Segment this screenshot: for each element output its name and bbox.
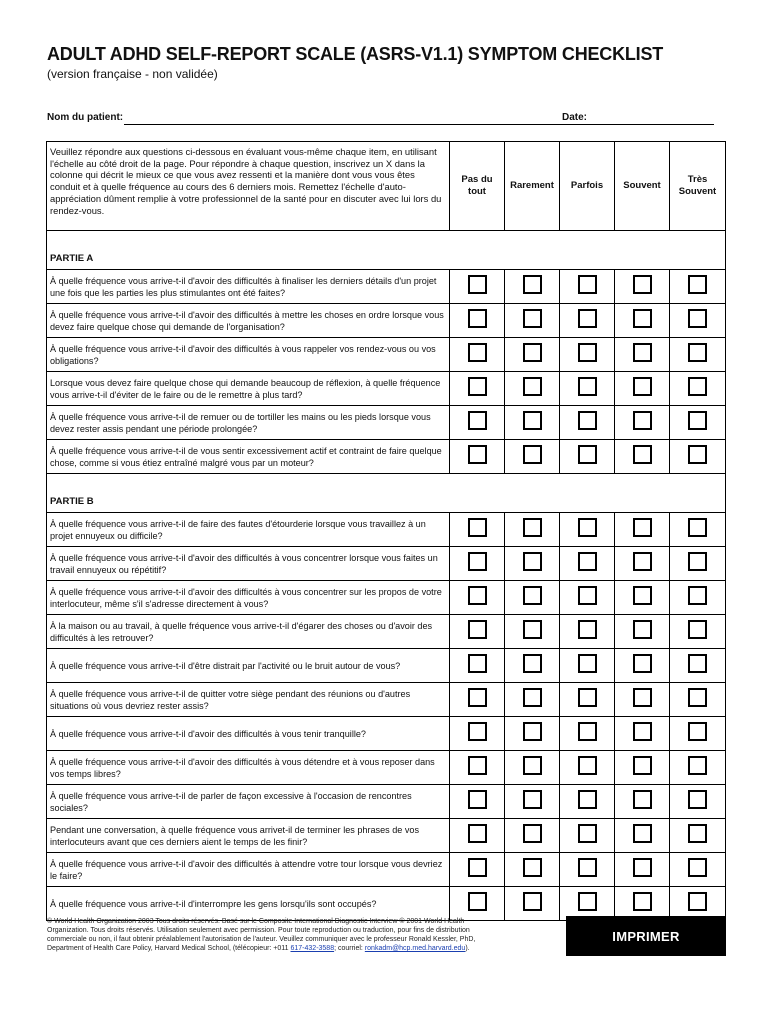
answer-cell: [450, 717, 505, 751]
date-label: Date:: [562, 112, 588, 123]
instructions: Veuillez répondre aux questions ci-dessous en évaluant vous-même chaque item, en utilisant l'échelle au côté droit de la page. Pour répondre à chaque question, inscrivez un X dans la colonne qui décrit le mieux ce que vous avez ressenti et la manière dont vous vous êtes conduit et à quelle fréquence au cours des 6 derniers mois. Remettez l'échelle d'auto- appréciation dûment remplie à votre professionnel de la santé pour en discuter avec lui lors du rendez-vous.: [47, 142, 450, 231]
answer-checkbox[interactable]: [688, 892, 707, 911]
answer-cell: [560, 270, 615, 304]
answer-cell: [560, 581, 615, 615]
answer-cell: [615, 440, 670, 474]
answer-checkbox[interactable]: [688, 756, 707, 775]
answer-checkbox[interactable]: [468, 892, 487, 911]
answer-cell: [615, 785, 670, 819]
column-header-tres-souvent: [670, 142, 726, 231]
answer-cell: [615, 853, 670, 887]
page-title: ADULT ADHD SELF-REPORT SCALE (ASRS-V1.1) SYMPTOM CHECKLIST: [47, 44, 664, 64]
question-row: [47, 683, 726, 717]
answer-cell: [615, 751, 670, 785]
answer-checkbox[interactable]: [468, 722, 487, 741]
answer-checkbox[interactable]: [523, 309, 542, 328]
question-text: À la maison ou au travail, à quelle fréquence vous arrive-t-il d'égarer des choses ou d'avoir des difficultés à les retrouver?: [47, 615, 450, 649]
answer-checkbox[interactable]: [523, 892, 542, 911]
question-text: À quelle fréquence vous arrive-t-il de quitter votre siège pendant des réunions ou d'autres situations où vous devriez rester assis?: [47, 683, 450, 717]
answer-cell: [505, 372, 560, 406]
answer-checkbox[interactable]: [688, 586, 707, 605]
answer-checkbox[interactable]: [688, 654, 707, 673]
date-field[interactable]: [592, 124, 714, 125]
answer-cell: [450, 819, 505, 853]
answer-checkbox[interactable]: [468, 377, 487, 396]
answer-cell: [615, 819, 670, 853]
column-header-line: Pas du: [461, 174, 493, 185]
answer-cell: [505, 683, 560, 717]
answer-checkbox[interactable]: [578, 824, 597, 843]
answer-cell: [560, 717, 615, 751]
answer-cell: [560, 751, 615, 785]
answer-checkbox[interactable]: [633, 518, 652, 537]
answer-cell: [670, 785, 726, 819]
answer-checkbox[interactable]: [578, 377, 597, 396]
answer-cell: [560, 819, 615, 853]
answer-cell: [505, 717, 560, 751]
answer-cell: [505, 819, 560, 853]
answer-cell: [615, 717, 670, 751]
answer-checkbox[interactable]: [578, 309, 597, 328]
answer-cell: [670, 615, 726, 649]
symptom-checklist-table: [46, 141, 726, 921]
question-row: [47, 406, 726, 440]
answer-cell: [670, 440, 726, 474]
answer-checkbox[interactable]: [468, 586, 487, 605]
answer-cell: [560, 547, 615, 581]
answer-cell: [450, 513, 505, 547]
answer-checkbox[interactable]: [688, 445, 707, 464]
answer-cell: [505, 547, 560, 581]
column-header-rarement: Rarement: [505, 142, 560, 231]
answer-checkbox[interactable]: [578, 858, 597, 877]
answer-cell: [450, 338, 505, 372]
column-header-line: tout: [468, 186, 486, 197]
answer-cell: [670, 683, 726, 717]
answer-cell: [615, 513, 670, 547]
column-header-parfois: Parfois: [560, 142, 615, 231]
answer-checkbox[interactable]: [578, 445, 597, 464]
patient-name-field[interactable]: [124, 124, 594, 125]
answer-cell: [615, 649, 670, 683]
question-row: [47, 819, 726, 853]
answer-checkbox[interactable]: [523, 445, 542, 464]
answer-cell: [505, 304, 560, 338]
answer-checkbox[interactable]: [468, 275, 487, 294]
question-row: [47, 615, 726, 649]
answer-checkbox[interactable]: [578, 411, 597, 430]
answer-cell: [560, 440, 615, 474]
answer-cell: [615, 270, 670, 304]
answer-cell: [670, 304, 726, 338]
answer-cell: [560, 649, 615, 683]
answer-cell: [505, 581, 560, 615]
question-row: [47, 853, 726, 887]
section-label: PARTIE A: [47, 231, 726, 270]
answer-cell: [670, 649, 726, 683]
question-row: [47, 717, 726, 751]
answer-cell: [615, 372, 670, 406]
column-header-line: Très: [687, 174, 708, 185]
answer-checkbox[interactable]: [688, 309, 707, 328]
answer-cell: [670, 547, 726, 581]
answer-cell: [615, 547, 670, 581]
answer-cell: [505, 270, 560, 304]
answer-checkbox[interactable]: [523, 275, 542, 294]
answer-checkbox[interactable]: [578, 654, 597, 673]
answer-cell: [560, 683, 615, 717]
question-row: [47, 338, 726, 372]
question-text: À quelle fréquence vous arrive-t-il d'avoir des difficultés à vous rappeler vos rendez-vous ou vos obligations?: [47, 338, 450, 372]
answer-cell: [450, 440, 505, 474]
answer-cell: [450, 785, 505, 819]
answer-checkbox[interactable]: [688, 790, 707, 809]
footer-text: ; courriel:: [334, 945, 365, 952]
answer-checkbox[interactable]: [633, 586, 652, 605]
answer-cell: [670, 717, 726, 751]
answer-checkbox[interactable]: [468, 411, 487, 430]
answer-checkbox[interactable]: [688, 552, 707, 571]
footer-text: ).: [465, 945, 470, 952]
answer-checkbox[interactable]: [633, 688, 652, 707]
page-subtitle: (version française - non validée): [47, 67, 218, 81]
answer-cell: [505, 440, 560, 474]
answer-checkbox[interactable]: [468, 858, 487, 877]
answer-checkbox[interactable]: [578, 552, 597, 571]
answer-checkbox[interactable]: [633, 309, 652, 328]
answer-checkbox[interactable]: [468, 824, 487, 843]
answer-cell: [670, 513, 726, 547]
answer-cell: [450, 615, 505, 649]
question-text: À quelle fréquence vous arrive-t-il d'avoir des difficultés à vous détendre et à vous reposer dans vos temps libres?: [47, 751, 450, 785]
answer-cell: [505, 785, 560, 819]
answer-cell: [450, 547, 505, 581]
answer-checkbox[interactable]: [688, 722, 707, 741]
answer-cell: [560, 372, 615, 406]
answer-cell: [670, 372, 726, 406]
answer-checkbox[interactable]: [633, 892, 652, 911]
answer-checkbox[interactable]: [468, 518, 487, 537]
question-row: [47, 440, 726, 474]
answer-cell: [560, 513, 615, 547]
column-header-line: Souvent: [678, 186, 717, 197]
answer-cell: [560, 406, 615, 440]
answer-checkbox[interactable]: [578, 688, 597, 707]
answer-checkbox[interactable]: [523, 518, 542, 537]
answer-cell: [560, 853, 615, 887]
question-row: [47, 513, 726, 547]
answer-cell: [450, 683, 505, 717]
answer-cell: [560, 615, 615, 649]
section-label: PARTIE B: [47, 474, 726, 513]
question-row: [47, 547, 726, 581]
answer-checkbox[interactable]: [468, 688, 487, 707]
answer-cell: [505, 513, 560, 547]
answer-checkbox[interactable]: [688, 411, 707, 430]
answer-checkbox[interactable]: [523, 620, 542, 639]
answer-checkbox[interactable]: [688, 620, 707, 639]
answer-checkbox[interactable]: [468, 756, 487, 775]
question-text: À quelle fréquence vous arrive-t-il d'être distrait par l'activité ou le bruit autour de vous?: [47, 649, 450, 683]
answer-checkbox[interactable]: [468, 343, 487, 362]
answer-cell: [450, 887, 505, 921]
fax-link[interactable]: 617-432-3588: [290, 945, 335, 952]
answer-checkbox[interactable]: [578, 518, 597, 537]
question-text: À quelle fréquence vous arrive-t-il de parler de façon excessive à l'occasion de rencontres sociales?: [47, 785, 450, 819]
question-row: [47, 785, 726, 819]
answer-checkbox[interactable]: [688, 343, 707, 362]
question-row: [47, 304, 726, 338]
answer-checkbox[interactable]: [578, 343, 597, 362]
answer-checkbox[interactable]: [523, 377, 542, 396]
answer-checkbox[interactable]: [578, 892, 597, 911]
question-text: À quelle fréquence vous arrive-t-il d'avoir des difficultés à vous concentrer lorsque vous faites un travail ennuyeux ou répétitif?: [47, 547, 450, 581]
column-header-pas-du-tout: [450, 142, 505, 231]
answer-cell: [615, 406, 670, 440]
answer-checkbox[interactable]: [633, 824, 652, 843]
answer-checkbox[interactable]: [688, 377, 707, 396]
question-text: À quelle fréquence vous arrive-t-il d'avoir des difficultés à finaliser les derniers détails d'un projet une fois que les parties les plus stimulantes ont été faites?: [47, 270, 450, 304]
answer-checkbox[interactable]: [633, 275, 652, 294]
answer-cell: [450, 372, 505, 406]
answer-cell: [505, 406, 560, 440]
answer-checkbox[interactable]: [578, 756, 597, 775]
answer-checkbox[interactable]: [578, 275, 597, 294]
footer-text: © World Health Organization 2003 Tous droits réservés. Basé sur le Composite International Diagnostic Interview © 2001 World Health Organization. Tous droits réservés. Utilisation seulement avec permission. Pour toute reproduction ou traduction, pour fins de distribution commerciale ou non, il faut obtenir préalablement l'autorisation de l'auteur. Veuillez communiquer avec le professeur Ronald Kessler, PhD, Department of Health Care Policy, Harvard Medical School, (télécopieur: +011: [47, 918, 476, 952]
answer-checkbox[interactable]: [523, 688, 542, 707]
answer-checkbox[interactable]: [468, 790, 487, 809]
answer-cell: [450, 406, 505, 440]
answer-checkbox[interactable]: [468, 654, 487, 673]
answer-checkbox[interactable]: [523, 790, 542, 809]
answer-checkbox[interactable]: [688, 824, 707, 843]
question-row: [47, 649, 726, 683]
answer-checkbox[interactable]: [633, 552, 652, 571]
question-text: À quelle fréquence vous arrive-t-il de remuer ou de tortiller les mains ou les pieds lorsque vous devez rester assis pendant une période prolongée?: [47, 406, 450, 440]
section-row: [47, 231, 726, 270]
answer-checkbox[interactable]: [633, 790, 652, 809]
answer-checkbox[interactable]: [633, 343, 652, 362]
section-row: [47, 474, 726, 513]
answer-cell: [615, 615, 670, 649]
answer-cell: [560, 304, 615, 338]
answer-cell: [670, 819, 726, 853]
question-text: À quelle fréquence vous arrive-t-il d'avoir des difficultés à mettre les choses en ordre lorsque vous devez faire quelque chose qui demande de l'organisation?: [47, 304, 450, 338]
answer-cell: [450, 751, 505, 785]
answer-checkbox[interactable]: [633, 445, 652, 464]
answer-cell: [505, 751, 560, 785]
answer-cell: [670, 338, 726, 372]
answer-cell: [615, 683, 670, 717]
answer-checkbox[interactable]: [633, 756, 652, 775]
question-row: [47, 751, 726, 785]
answer-checkbox[interactable]: [633, 858, 652, 877]
answer-checkbox[interactable]: [688, 275, 707, 294]
answer-checkbox[interactable]: [468, 309, 487, 328]
answer-checkbox[interactable]: [523, 722, 542, 741]
answer-cell: [505, 887, 560, 921]
answer-checkbox[interactable]: [523, 756, 542, 775]
answer-checkbox[interactable]: [578, 620, 597, 639]
answer-cell: [670, 406, 726, 440]
column-header-souvent: Souvent: [615, 142, 670, 231]
question-text: À quelle fréquence vous arrive-t-il de vous sentir excessivement actif et contraint de faire quelque chose, comme si vous étiez entraîné malgré vous par un moteur?: [47, 440, 450, 474]
answer-cell: [670, 270, 726, 304]
question-row: [47, 372, 726, 406]
answer-cell: [615, 304, 670, 338]
answer-checkbox[interactable]: [633, 620, 652, 639]
answer-checkbox[interactable]: [523, 552, 542, 571]
answer-cell: [505, 338, 560, 372]
answer-checkbox[interactable]: [523, 586, 542, 605]
question-text: Pendant une conversation, à quelle fréquence vous arrivet-il de terminer les phrases de vos interlocuteurs avant que ces derniers aient le temps de les finir?: [47, 819, 450, 853]
answer-cell: [615, 338, 670, 372]
answer-checkbox[interactable]: [523, 411, 542, 430]
answer-checkbox[interactable]: [523, 654, 542, 673]
answer-checkbox[interactable]: [523, 824, 542, 843]
answer-checkbox[interactable]: [468, 620, 487, 639]
answer-cell: [505, 649, 560, 683]
answer-checkbox[interactable]: [468, 445, 487, 464]
question-text: À quelle fréquence vous arrive-t-il d'interrompre les gens lorsqu'ils sont occupés?: [47, 887, 450, 921]
answer-checkbox[interactable]: [688, 518, 707, 537]
answer-checkbox[interactable]: [523, 343, 542, 362]
answer-cell: [505, 615, 560, 649]
answer-cell: [670, 751, 726, 785]
answer-checkbox[interactable]: [578, 722, 597, 741]
print-button[interactable]: IMPRIMER: [566, 916, 726, 956]
answer-checkbox[interactable]: [688, 688, 707, 707]
answer-cell: [560, 338, 615, 372]
question-text: À quelle fréquence vous arrive-t-il d'avoir des difficultés à vous concentrer sur les propos de votre interlocuteur, même s'il s'adresse directement à vous?: [47, 581, 450, 615]
header-row: [47, 142, 726, 231]
answer-cell: [450, 581, 505, 615]
answer-checkbox[interactable]: [633, 722, 652, 741]
question-text: Lorsque vous devez faire quelque chose qui demande beaucoup de réflexion, à quelle fréquence vous arrive-t-il d'éviter de le faire ou de le remettre à plus tard?: [47, 372, 450, 406]
answer-cell: [670, 581, 726, 615]
answer-checkbox[interactable]: [578, 586, 597, 605]
answer-cell: [560, 785, 615, 819]
question-text: À quelle fréquence vous arrive-t-il de faire des fautes d'étourderie lorsque vous travaillez à un projet ennuyeux ou difficile?: [47, 513, 450, 547]
answer-cell: [670, 853, 726, 887]
answer-cell: [505, 853, 560, 887]
question-row: [47, 581, 726, 615]
answer-cell: [615, 581, 670, 615]
answer-cell: [450, 304, 505, 338]
answer-checkbox[interactable]: [578, 790, 597, 809]
answer-checkbox[interactable]: [633, 411, 652, 430]
answer-cell: [450, 649, 505, 683]
question-text: À quelle fréquence vous arrive-t-il d'avoir des difficultés à vous tenir tranquille?: [47, 717, 450, 751]
answer-checkbox[interactable]: [633, 654, 652, 673]
question-text: À quelle fréquence vous arrive-t-il d'avoir des difficultés à attendre votre tour lorsque vous devriez le faire?: [47, 853, 450, 887]
question-row: [47, 270, 726, 304]
copyright-footer: [47, 917, 487, 953]
answer-checkbox[interactable]: [468, 552, 487, 571]
email-link[interactable]: ronkadm@hcp.med.harvard.edu: [364, 945, 466, 952]
patient-name-label: Nom du patient:: [47, 112, 124, 123]
answer-checkbox[interactable]: [688, 858, 707, 877]
answer-checkbox[interactable]: [633, 377, 652, 396]
answer-cell: [450, 853, 505, 887]
answer-cell: [450, 270, 505, 304]
answer-checkbox[interactable]: [523, 858, 542, 877]
